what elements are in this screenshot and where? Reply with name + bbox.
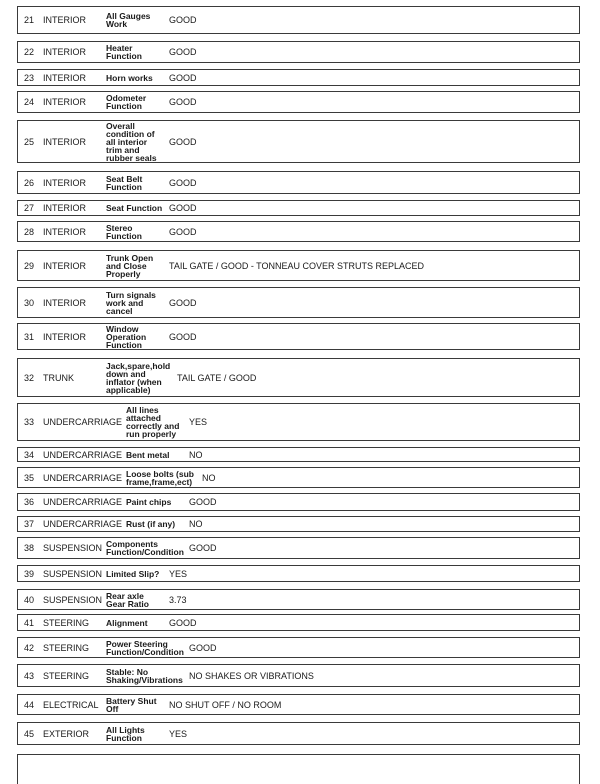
- table-row: [17, 614, 580, 631]
- row-value: 3.73: [169, 594, 187, 605]
- table-row: [17, 221, 580, 242]
- row-value: GOOD: [169, 72, 197, 83]
- row-value: GOOD: [169, 297, 197, 308]
- row-item: All Gauges Work: [106, 11, 151, 29]
- row-number: 21: [24, 15, 35, 25]
- table-row: [17, 694, 580, 715]
- table-row: [17, 589, 580, 610]
- row-value: YES: [169, 568, 188, 579]
- row-item: Odometer Function: [106, 93, 147, 111]
- row-number: 35: [24, 472, 35, 483]
- row-item: Stereo Function: [106, 222, 142, 241]
- row-value: GOOD: [189, 497, 217, 507]
- row-item: Components Function/Condition: [106, 539, 184, 557]
- row-item: Bent metal: [126, 449, 170, 460]
- table-row: [17, 537, 580, 559]
- row-number: 24: [24, 97, 35, 107]
- table-row: [17, 637, 580, 658]
- row-value: GOOD: [169, 47, 197, 57]
- row-value: GOOD: [169, 177, 197, 188]
- row-value: GOOD: [169, 203, 197, 213]
- row-number: 36: [24, 497, 35, 507]
- row-number: 40: [24, 594, 35, 605]
- table-row: [17, 120, 580, 163]
- row-number: 30: [24, 297, 35, 308]
- table-row: [17, 69, 580, 86]
- row-category: INTERIOR: [43, 136, 87, 147]
- row-category: TRUNK: [43, 372, 74, 383]
- table-row: [17, 41, 580, 63]
- row-category: INTERIOR: [43, 177, 87, 188]
- table-row: [17, 6, 580, 34]
- table-row: [17, 664, 580, 687]
- row-item: Limited Slip?: [106, 568, 160, 579]
- row-item: Heater Function: [106, 43, 142, 61]
- row-category: INTERIOR: [43, 97, 87, 107]
- table-row: [17, 403, 580, 441]
- row-category: UNDERCARRIAGE: [43, 417, 123, 427]
- table-row: [17, 358, 580, 397]
- table-row: [17, 91, 580, 113]
- row-number: 39: [24, 568, 35, 579]
- row-value: NO: [189, 519, 203, 529]
- next-row-partial: [17, 754, 580, 784]
- row-value: NO SHUT OFF / NO ROOM: [169, 699, 282, 710]
- row-category: STEERING: [43, 617, 90, 628]
- row-number: 23: [24, 72, 35, 83]
- table-row: [17, 250, 580, 281]
- row-number: 33: [24, 417, 35, 427]
- row-item: Paint chips: [126, 497, 172, 507]
- table-row: [17, 516, 580, 532]
- row-number: 26: [24, 177, 35, 188]
- row-category: INTERIOR: [43, 72, 87, 83]
- row-number: 29: [24, 260, 35, 271]
- row-number: 25: [24, 136, 35, 147]
- row-number: 41: [24, 617, 35, 628]
- row-category: SUSPENSION: [43, 594, 103, 605]
- table-row: [17, 171, 580, 194]
- row-category: INTERIOR: [43, 297, 87, 308]
- row-value: GOOD: [169, 226, 197, 237]
- row-value: YES: [169, 728, 188, 739]
- row-item: Loose bolts (sub frame,frame,ect): [126, 468, 194, 487]
- row-item: Jack,spare,hold down and inflator (when applicable): [106, 360, 171, 395]
- row-number: 44: [24, 699, 35, 710]
- row-category: SUSPENSION: [43, 543, 103, 553]
- row-value: TAIL GATE / GOOD: [177, 372, 257, 383]
- row-category: UNDERCARRIAGE: [43, 497, 123, 507]
- row-value: NO SHAKES OR VIBRATIONS: [189, 670, 314, 681]
- row-number: 32: [24, 372, 35, 383]
- row-category: INTERIOR: [43, 203, 87, 213]
- table-row: [17, 447, 580, 462]
- row-value: GOOD: [189, 543, 217, 553]
- table-row: [17, 493, 580, 511]
- row-item: Rear axle Gear Ratio: [106, 590, 149, 609]
- row-item: All Lights Function: [106, 724, 145, 743]
- row-value: GOOD: [169, 15, 197, 25]
- row-item: Seat Function: [106, 203, 163, 213]
- row-item: Alignment: [106, 617, 148, 628]
- row-item: Horn works: [106, 72, 153, 83]
- row-category: STEERING: [43, 670, 90, 681]
- row-value: TAIL GATE / GOOD - TONNEAU COVER STRUTS REPLACED: [169, 260, 425, 271]
- row-item: Seat Belt Function: [106, 173, 143, 192]
- row-number: 38: [24, 543, 35, 553]
- row-category: INTERIOR: [43, 47, 87, 57]
- row-value: GOOD: [169, 331, 197, 342]
- row-value: GOOD: [169, 617, 197, 628]
- row-number: 45: [24, 728, 35, 739]
- row-category: UNDERCARRIAGE: [43, 519, 123, 529]
- row-value: GOOD: [189, 642, 217, 653]
- row-number: 22: [24, 47, 35, 57]
- row-value: NO: [189, 449, 203, 460]
- row-category: INTERIOR: [43, 260, 87, 271]
- row-number: 43: [24, 670, 35, 681]
- row-number: 34: [24, 449, 35, 460]
- row-item: Stable: No Shaking/Vibrations: [106, 666, 183, 685]
- row-item: Battery Shut Off: [106, 695, 157, 714]
- row-number: 37: [24, 519, 35, 529]
- row-category: INTERIOR: [43, 331, 87, 342]
- row-category: ELECTRICAL: [43, 699, 99, 710]
- row-item: Rust (if any): [126, 519, 176, 529]
- row-value: YES: [189, 417, 208, 427]
- row-number: 42: [24, 642, 35, 653]
- table-row: [17, 467, 580, 488]
- row-category: UNDERCARRIAGE: [43, 472, 123, 483]
- row-category: STEERING: [43, 642, 90, 653]
- row-category: SUSPENSION: [43, 568, 103, 579]
- row-category: INTERIOR: [43, 226, 87, 237]
- table-row: [17, 200, 580, 216]
- table-row: [17, 287, 580, 318]
- table-row: [17, 565, 580, 582]
- row-number: 28: [24, 226, 35, 237]
- row-value: GOOD: [169, 136, 197, 147]
- row-item: Power Steering Function/Condition: [106, 638, 184, 657]
- row-item: Overall condition of all interior trim and rubber seals: [106, 120, 157, 163]
- row-value: GOOD: [169, 97, 197, 107]
- row-item: All lines attached correctly and run properly: [126, 405, 180, 439]
- row-category: EXTERIOR: [43, 728, 90, 739]
- row-item: Window Operation Function: [106, 323, 147, 350]
- table-row: [17, 722, 580, 745]
- row-item: Turn signals work and cancel: [106, 289, 156, 316]
- row-number: 27: [24, 203, 35, 213]
- row-category: INTERIOR: [43, 15, 87, 25]
- row-item: Trunk Open and Close Properly: [106, 252, 154, 279]
- row-category: UNDERCARRIAGE: [43, 449, 123, 460]
- row-number: 31: [24, 331, 35, 342]
- table-row: [17, 323, 580, 350]
- row-value: NO: [202, 472, 216, 483]
